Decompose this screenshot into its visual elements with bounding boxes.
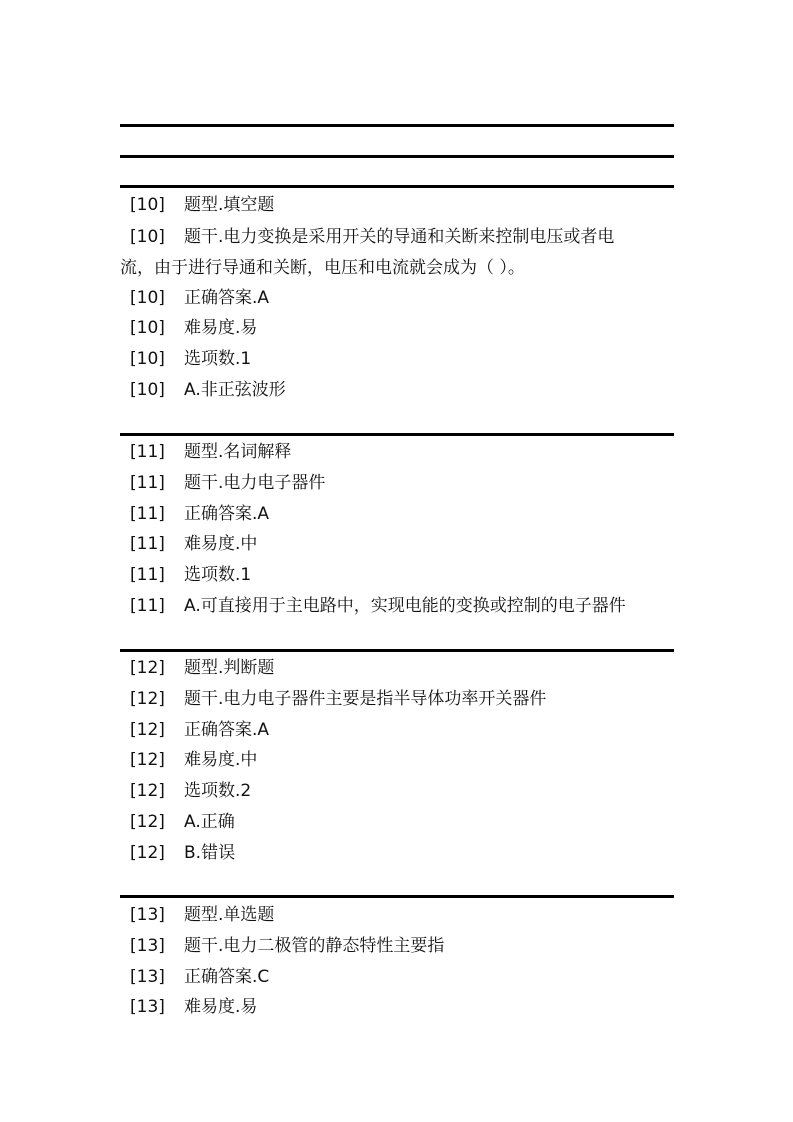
- question-option-count: [10] 选项数.1: [130, 349, 252, 369]
- question-answer: [12] 正确答案.A: [130, 720, 270, 740]
- question-stem-continued: 流，由于进行导通和关断，电压和电流就会成为（ ）。: [120, 258, 525, 278]
- question-index: [12]: [130, 658, 165, 678]
- question-index: [10]: [130, 288, 165, 308]
- question-index: [10]: [130, 349, 165, 369]
- question-12-rule: [120, 649, 674, 652]
- question-index: [10]: [130, 318, 165, 338]
- question-index: [10]: [130, 380, 165, 400]
- question-index: [10]: [130, 195, 165, 215]
- question-index: [12]: [130, 812, 165, 832]
- question-difficulty: [10] 难易度.易: [130, 318, 258, 338]
- question-type: [10] 题型.填空题: [130, 195, 275, 215]
- question-13-rule: [120, 895, 674, 898]
- question-index: [12]: [130, 843, 165, 863]
- question-option: [12] A.正确: [130, 812, 235, 832]
- question-answer: [10] 正确答案.A: [130, 288, 270, 308]
- question-index: [13]: [130, 905, 165, 925]
- question-type: [12] 题型.判断题: [130, 658, 275, 678]
- question-11-rule: [120, 433, 674, 436]
- question-difficulty: [11] 难易度.中: [130, 534, 258, 554]
- question-answer: [11] 正确答案.A: [130, 504, 270, 524]
- question-option-count: [12] 选项数.2: [130, 781, 252, 801]
- header-rule-1: [120, 124, 674, 127]
- question-difficulty: [12] 难易度.中: [130, 750, 258, 770]
- question-index: [11]: [130, 504, 165, 524]
- header-rule-2: [120, 155, 674, 158]
- question-answer: [13] 正确答案.C: [130, 967, 270, 987]
- question-index: [13]: [130, 936, 165, 956]
- question-index: [13]: [130, 997, 165, 1017]
- question-index: [11]: [130, 534, 165, 554]
- question-type: [13] 题型.单选题: [130, 905, 275, 925]
- question-index: [10]: [130, 227, 165, 247]
- question-stem: [13] 题干.电力二极管的静态特性主要指: [130, 936, 445, 956]
- question-stem: [11] 题干.电力电子器件: [130, 473, 326, 493]
- question-index: [13]: [130, 967, 165, 987]
- question-index: [11]: [130, 596, 165, 616]
- question-option: [11] A.可直接用于主电路中，实现电能的变换或控制的电子器件: [130, 596, 626, 616]
- question-type: [11] 题型.名词解释: [130, 442, 292, 462]
- question-index: [11]: [130, 565, 165, 585]
- question-index: [12]: [130, 720, 165, 740]
- question-index: [12]: [130, 750, 165, 770]
- question-index: [12]: [130, 781, 165, 801]
- question-option-count: [11] 选项数.1: [130, 565, 252, 585]
- question-index: [12]: [130, 689, 165, 709]
- question-stem: [10] 题干.电力变换是采用开关的导通和关断来控制电压或者电: [130, 227, 615, 247]
- question-option: [12] B.错误: [130, 843, 236, 863]
- question-index: [11]: [130, 442, 165, 462]
- question-difficulty: [13] 难易度.易: [130, 997, 258, 1017]
- question-stem: [12] 题干.电力电子器件主要是指半导体功率开关器件: [130, 689, 547, 709]
- question-10-rule: [120, 185, 674, 188]
- question-option: [10] A.非正弦波形: [130, 380, 286, 400]
- question-index: [11]: [130, 473, 165, 493]
